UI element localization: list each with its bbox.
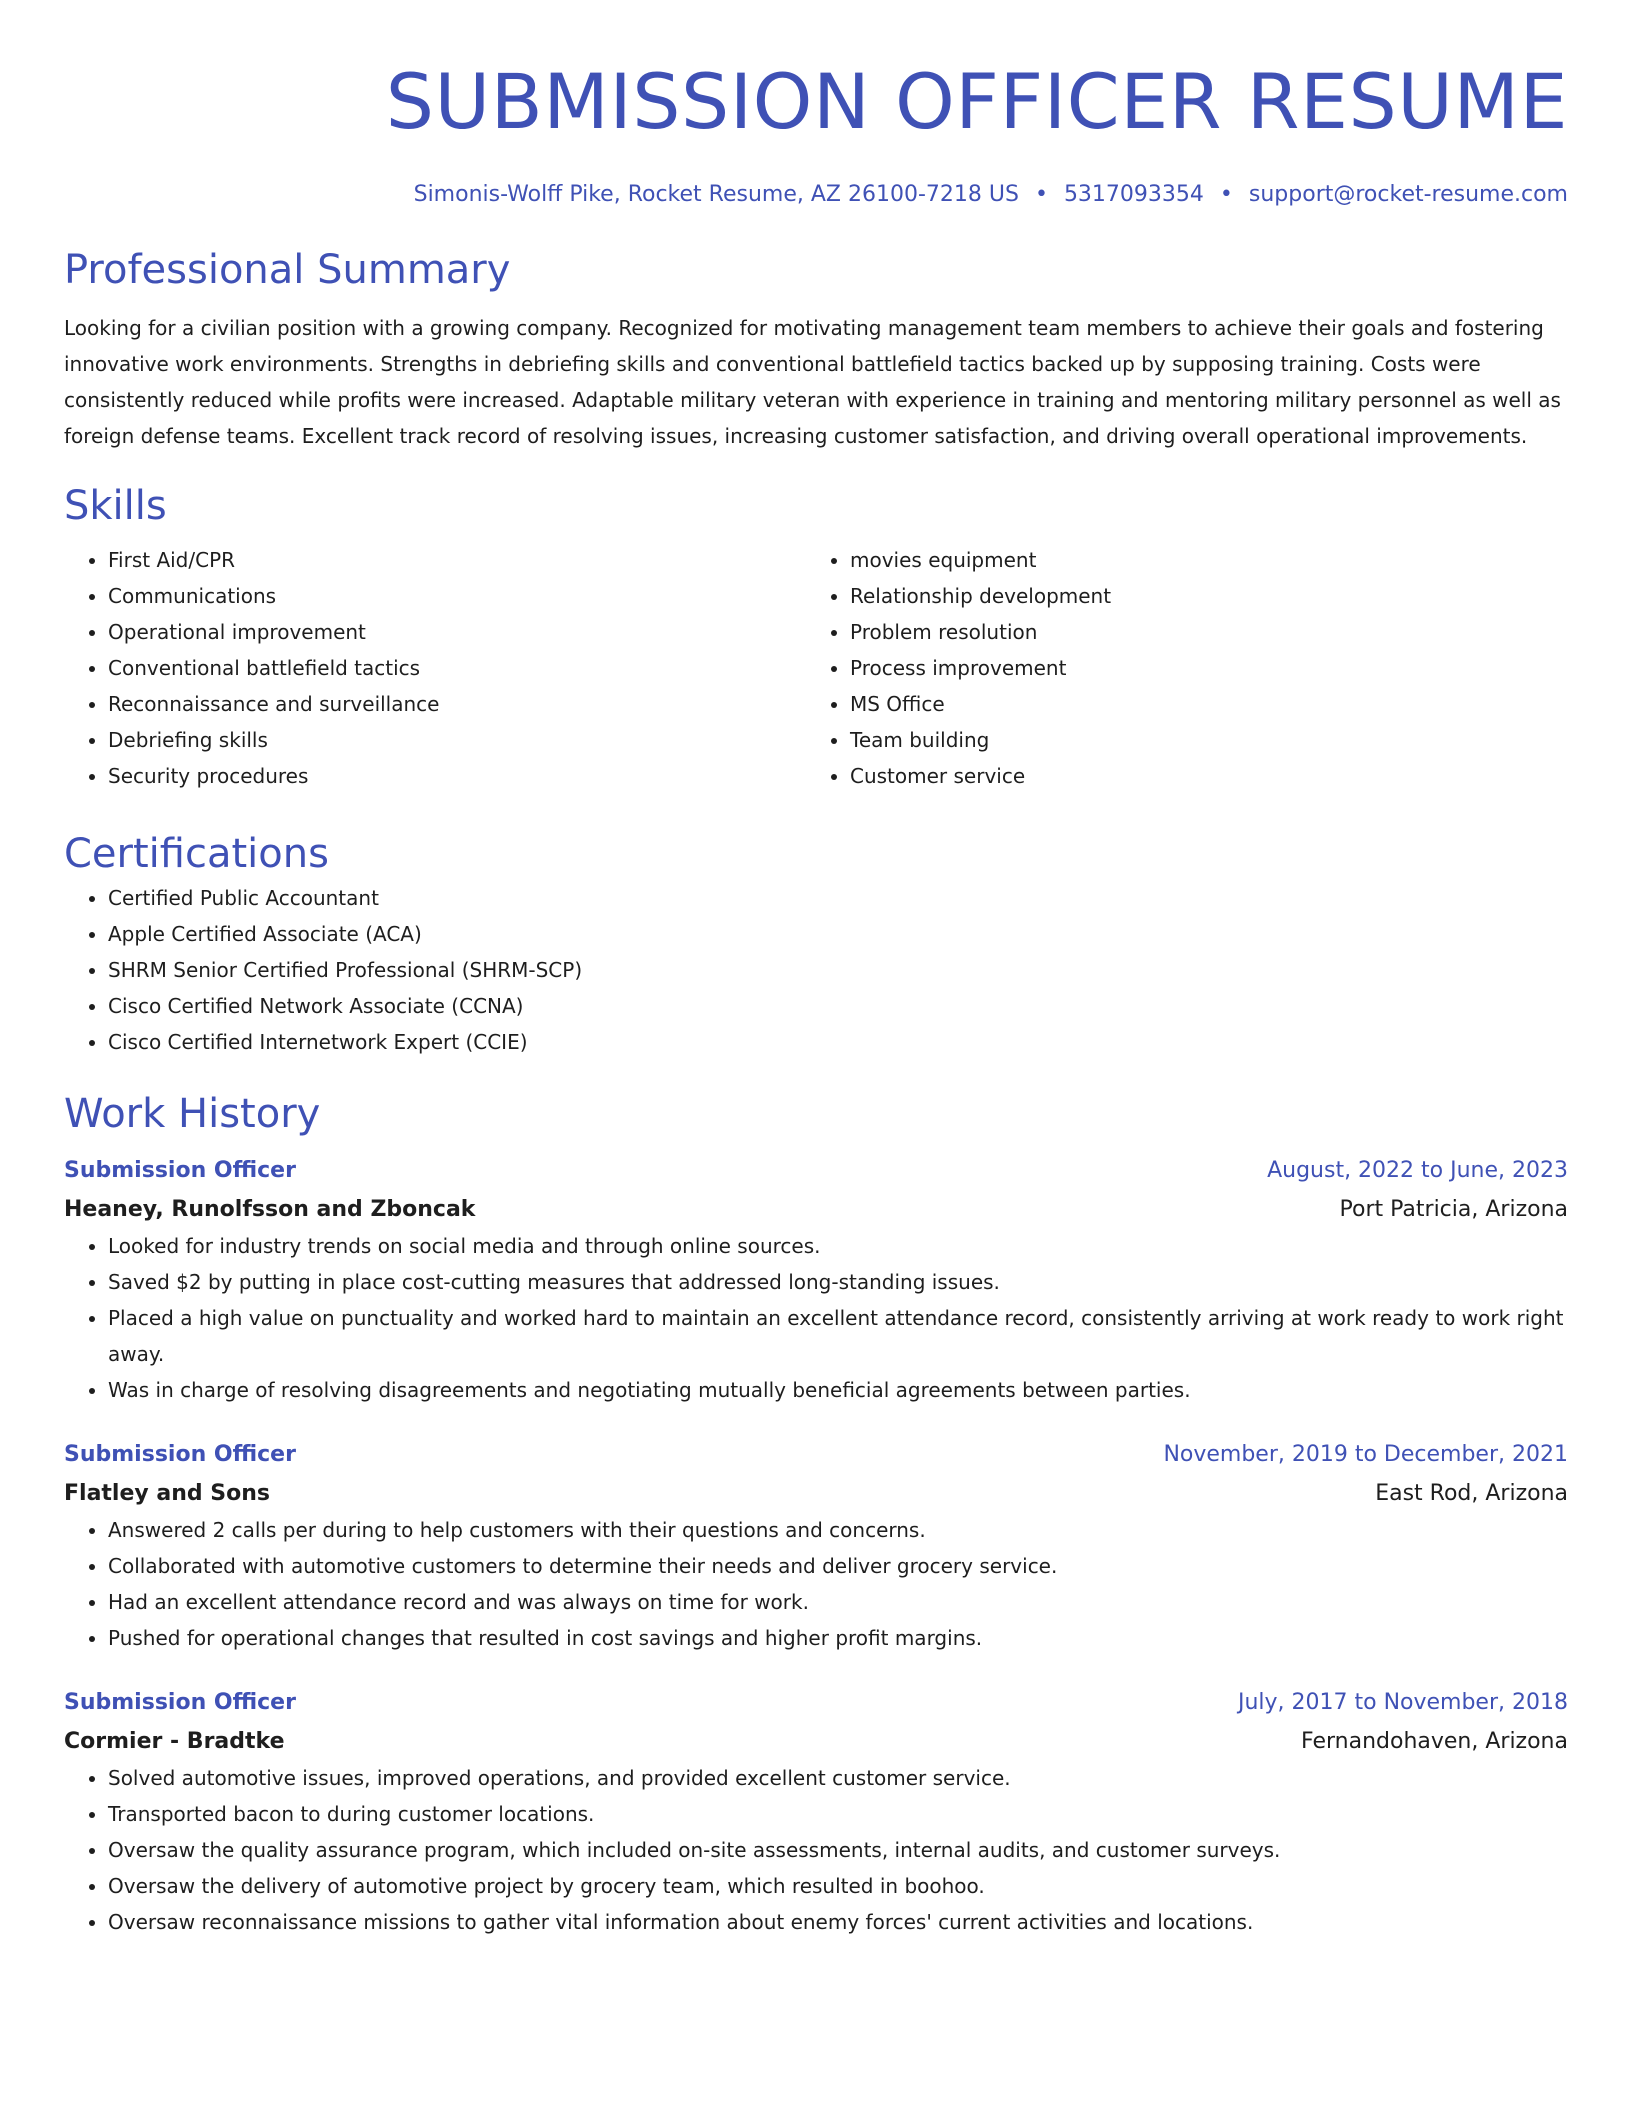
certification-item: • Apple Certified Associate (ACA) (108, 916, 1568, 952)
skill-item: • Security procedures (108, 758, 806, 794)
skill-item: • Process improvement (850, 650, 1548, 686)
job-dates: November, 2019 to December, 2021 (1163, 1442, 1568, 1467)
contact-email: support@rocket-resume.com (1248, 182, 1568, 207)
skill-item: • movies equipment (850, 542, 1548, 578)
job-location: Fernandohaven, Arizona (1301, 1729, 1568, 1754)
job-title: Submission Officer (64, 1158, 296, 1183)
job-header (64, 1686, 1568, 1720)
job-duty: • Saved $2 by putting in place cost-cutting measures that addressed long-standing issues. (108, 1264, 1568, 1300)
certification-item: • Cisco Certified Internetwork Expert (CCIE) (108, 1024, 1568, 1060)
job-duty: • Oversaw the delivery of automotive project by grocery team, which resulted in boohoo. (108, 1868, 1568, 1904)
job-duty: • Had an excellent attendance record and was always on time for work. (108, 1584, 1568, 1620)
contact-address: Simonis-Wolff Pike, Rocket Resume, AZ 26100-7218 US (413, 182, 1019, 207)
job-duty: • Collaborated with automotive customers to determine their needs and deliver grocery service. (108, 1548, 1568, 1584)
skill-item: • Debriefing skills (108, 722, 806, 758)
job-duty: • Transported bacon to during customer locations. (108, 1796, 1568, 1832)
skills-list-left (64, 542, 806, 794)
skills-heading: Skills (64, 483, 167, 529)
skill-item: • MS Office (850, 686, 1548, 722)
job-company: Heaney, Runolfsson and Zboncak (64, 1197, 476, 1222)
job-company: Flatley and Sons (64, 1481, 271, 1506)
skill-item: • Operational improvement (108, 614, 806, 650)
job-subheader (64, 1192, 1568, 1228)
job-dates: July, 2017 to November, 2018 (1237, 1690, 1568, 1715)
skill-item: • Team building (850, 722, 1548, 758)
skill-item: • Conventional battlefield tactics (108, 650, 806, 686)
summary-heading: Professional Summary (64, 247, 511, 293)
skill-item: • First Aid/CPR (108, 542, 806, 578)
job-duty: • Oversaw reconnaissance missions to gather vital information about enemy forces' current activities and locations. (108, 1904, 1568, 1940)
summary-text: Looking for a civilian position with a growing company. Recognized for motivating management team members to achieve their goals and fostering innovative work environments. Strengths in debriefing skills and conventional battlefield tactics backed up by supposing training. Costs were consistently reduced while profits were increased. Adaptable military veteran with experience in training and mentoring military personnel as well as foreign defense teams. Excellent track record of resolving issues, increasing customer satisfaction, and driving overall operational improvements. (64, 316, 1561, 448)
job-entry (64, 1154, 1568, 1408)
job-header (64, 1438, 1568, 1472)
job-duty: • Oversaw the quality assurance program, which included on-site assessments, internal audits, and customer surveys. (108, 1832, 1568, 1868)
job-duty: • Looked for industry trends on social media and through online sources. (108, 1228, 1568, 1264)
skills-list-right (806, 542, 1548, 794)
job-header (64, 1154, 1568, 1188)
skill-item: • Customer service (850, 758, 1548, 794)
job-duty: • Answered 2 calls per during to help customers with their questions and concerns. (108, 1512, 1568, 1548)
resume-page (64, 0, 1568, 2112)
contact-phone: 5317093354 (1063, 182, 1204, 207)
job-duty: • Solved automotive issues, improved operations, and provided excellent customer service. (108, 1760, 1568, 1796)
skill-item: • Reconnaissance and surveillance (108, 686, 806, 722)
work-history-heading: Work History (64, 1091, 321, 1137)
contact-separator: • (1219, 182, 1233, 207)
contact-separator: • (1034, 182, 1048, 207)
job-subheader (64, 1724, 1568, 1760)
job-entry (64, 1438, 1568, 1656)
job-company: Cormier - Bradtke (64, 1729, 285, 1754)
job-duties-list (64, 1512, 1568, 1656)
skill-item: • Problem resolution (850, 614, 1548, 650)
skills-grid (64, 542, 1568, 794)
certification-item: • Certified Public Accountant (108, 880, 1568, 916)
certification-item: • Cisco Certified Network Associate (CCNA) (108, 988, 1568, 1024)
certifications-list (64, 880, 1568, 1060)
certification-item: • SHRM Senior Certified Professional (SHRM-SCP) (108, 952, 1568, 988)
skill-item: • Relationship development (850, 578, 1548, 614)
job-duty: • Was in charge of resolving disagreements and negotiating mutually beneficial agreements between parties. (108, 1372, 1568, 1408)
job-title: Submission Officer (64, 1690, 296, 1715)
resume-title: SUBMISSION OFFICER RESUME (385, 57, 1568, 146)
job-location: East Rod, Arizona (1375, 1481, 1568, 1506)
skill-item: • Communications (108, 578, 806, 614)
job-subheader (64, 1476, 1568, 1512)
certifications-heading: Certifications (64, 831, 329, 877)
job-location: Port Patricia, Arizona (1339, 1197, 1568, 1222)
job-entry (64, 1686, 1568, 1940)
job-duty: • Pushed for operational changes that resulted in cost savings and higher profit margins. (108, 1620, 1568, 1656)
job-duties-list (64, 1760, 1568, 1940)
job-duty: • Placed a high value on punctuality and worked hard to maintain an excellent attendance record, consistently arriving at work ready to work right away. (108, 1300, 1568, 1372)
job-dates: August, 2022 to June, 2023 (1267, 1158, 1568, 1183)
contact-line (64, 180, 1568, 210)
job-duties-list (64, 1228, 1568, 1408)
job-title: Submission Officer (64, 1442, 296, 1467)
